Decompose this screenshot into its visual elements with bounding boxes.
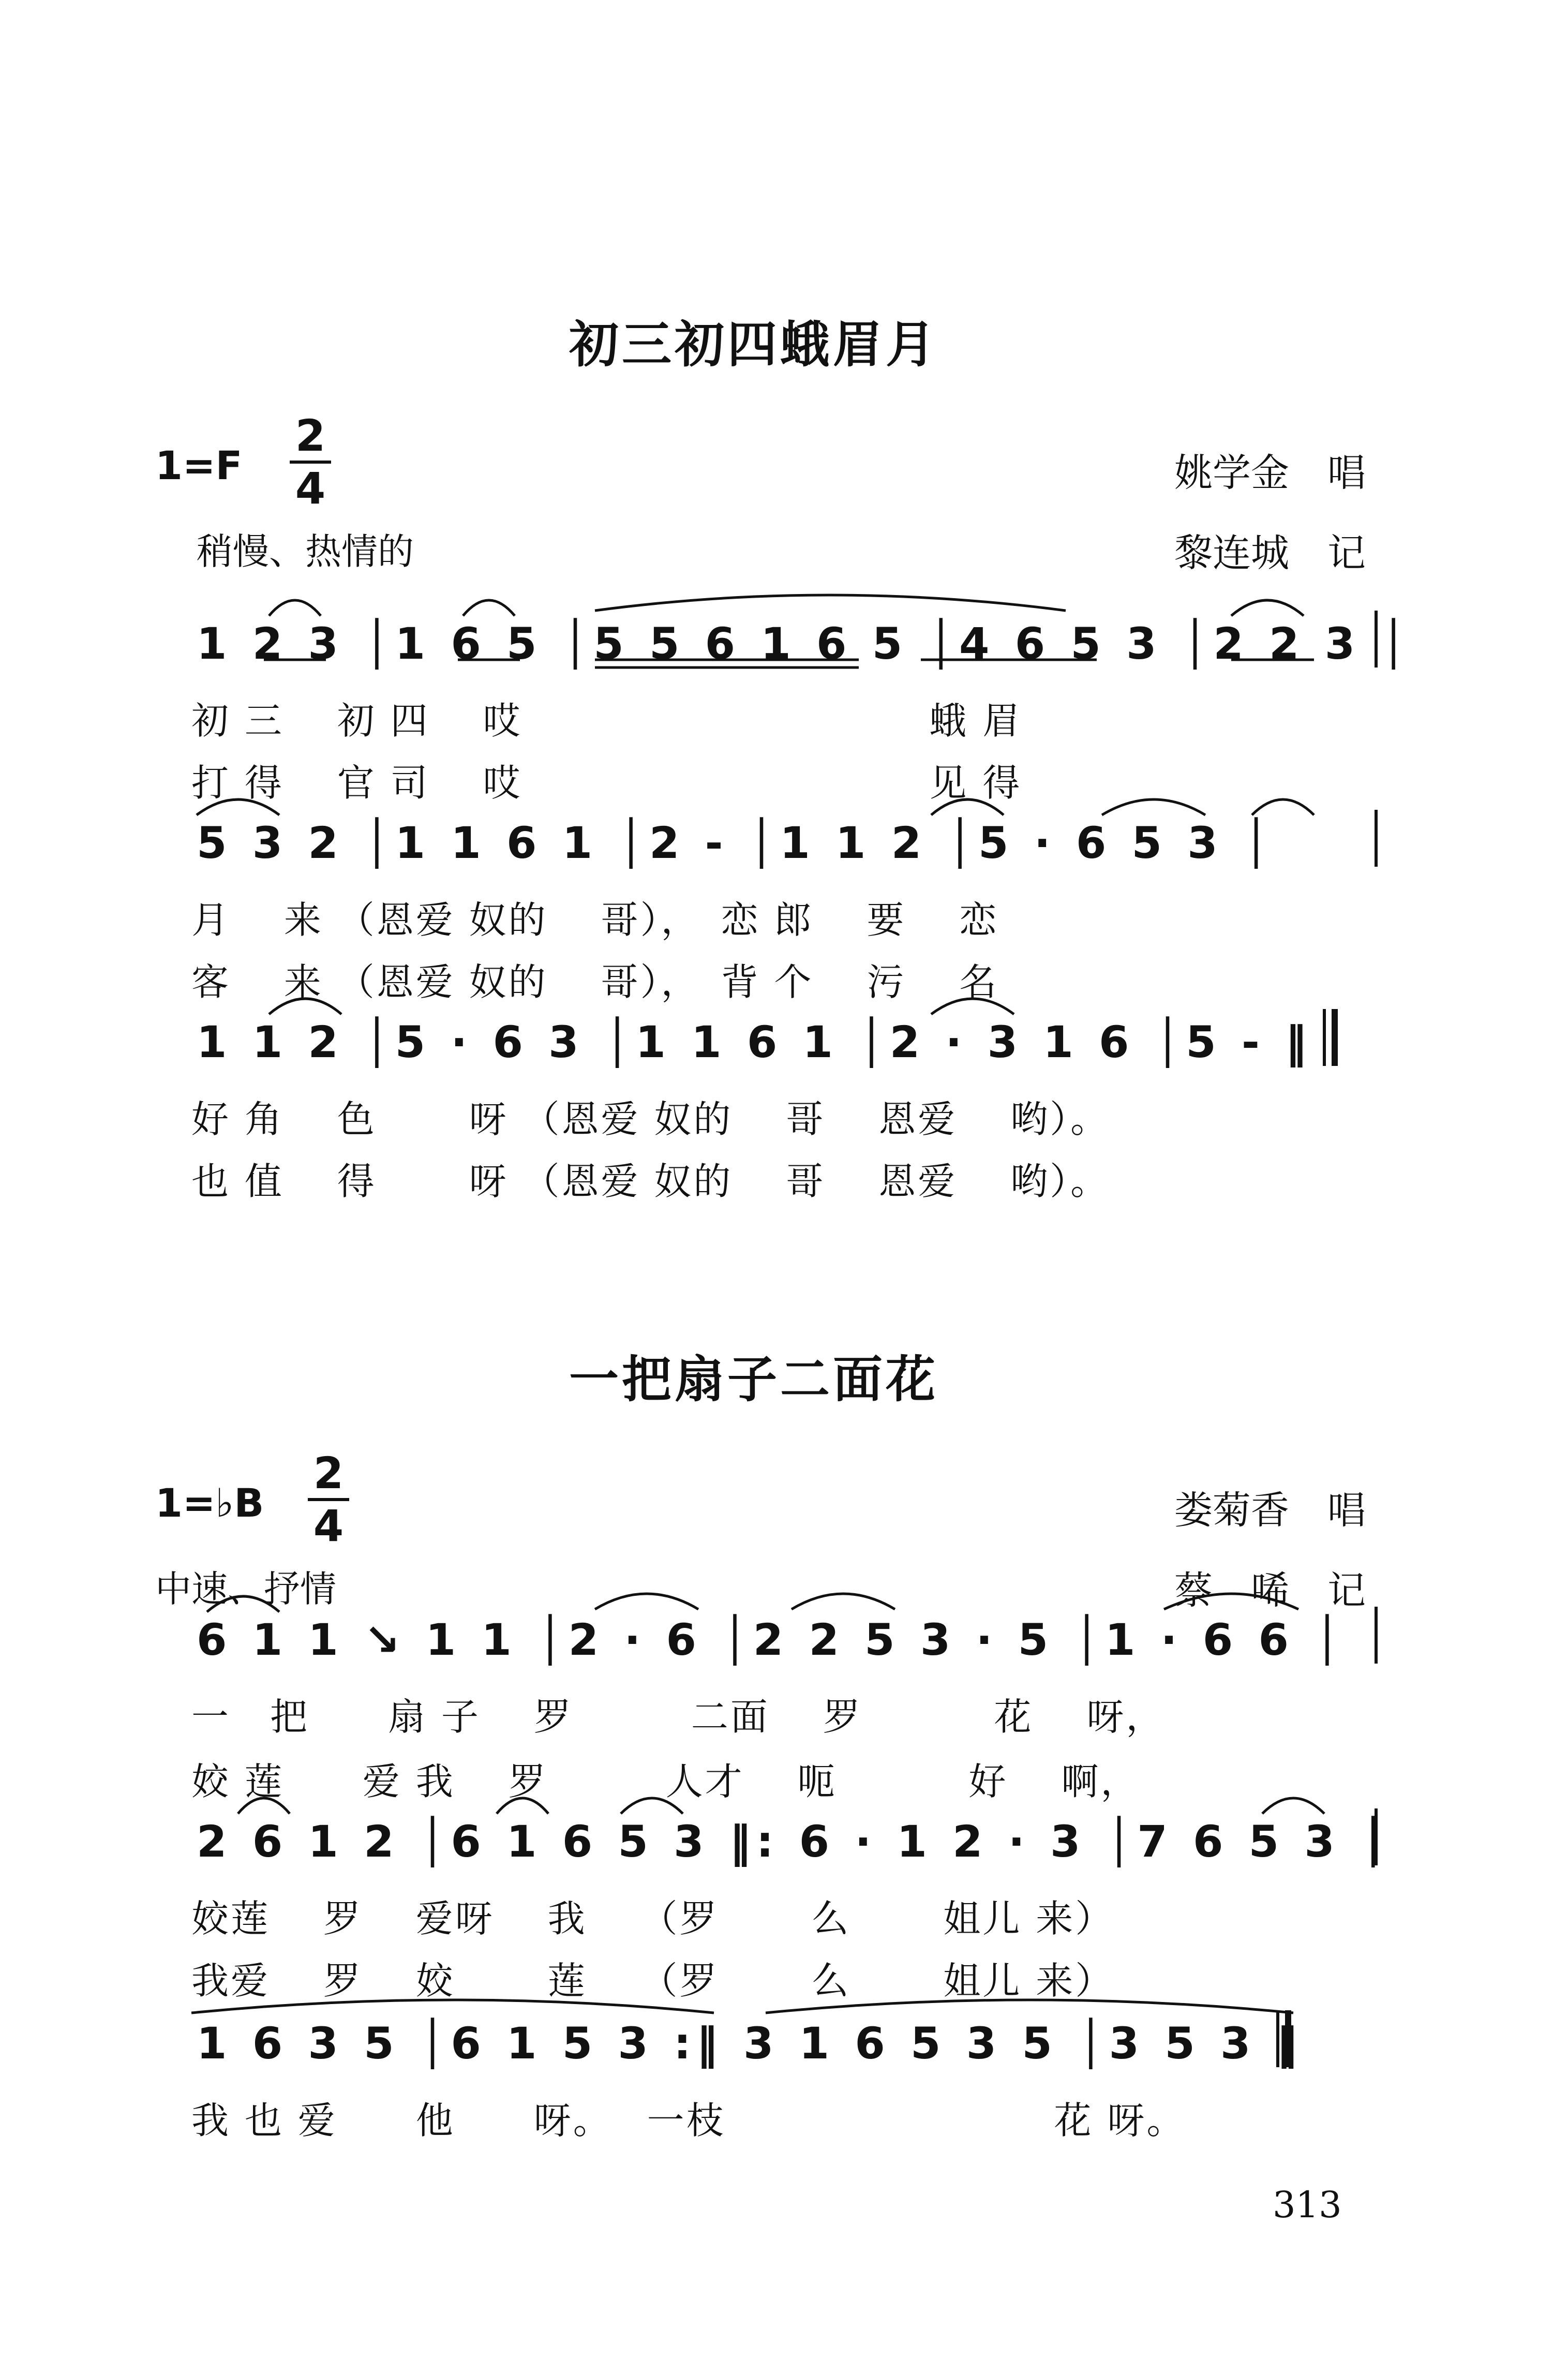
notation-line: 1 2 3 │1 6 5 │5 5 6 1 6 5 │4 6 5 3 │2 2 3 │ (197, 618, 1412, 669)
lyric-line: 初 三 初 四 哎 蛾 眉 (191, 699, 1022, 743)
slur-mark (463, 600, 515, 616)
notation-line: 2 6 1 2 │6 1 6 5 3 ‖: 6 · 1 2 · 3 │7 6 5 3 │ (197, 1816, 1392, 1867)
slur-mark (238, 1798, 290, 1814)
time-denominator: 4 (295, 463, 326, 514)
key-signature: 1=♭B (155, 1480, 264, 1526)
slur-mark (1231, 600, 1304, 616)
recorder-credit: 蔡 唏 记 (1174, 1568, 1366, 1613)
tempo-marking: 稍慢、热情的 (197, 530, 414, 573)
song-title: 一把扇子二面花 (569, 1351, 938, 1408)
lyric-line: 也 值 得 呀 （恩爱 奴的 哥 恩爱 哟）。 (191, 1160, 1110, 1203)
slur-mark (1164, 1594, 1298, 1609)
time-numerator: 2 (295, 410, 326, 461)
slur-mark (621, 1798, 683, 1814)
tempo-marking: 中速、抒情 (155, 1568, 336, 1610)
lyric-line: 好 角 色 呀 （恩爱 奴的 哥 恩爱 哟）。 (191, 1097, 1110, 1141)
lyric-line: 月 来 （恩爱 奴的 哥）， 恋 郎 要 恋 (191, 898, 999, 942)
lyric-line: 我 也 爱 他 呀。 一枝 花 呀。 (191, 2099, 1186, 2142)
slur-mark (269, 999, 341, 1014)
lyric-line: 姣莲 罗 爱呀 我 （罗 么 姐儿 来） (191, 1897, 1115, 1940)
slur-mark (269, 600, 321, 616)
recorder-credit: 黎连城 记 (1174, 531, 1366, 575)
singer-credit: 娄菊香 唱 (1174, 1488, 1366, 1533)
slur-mark (931, 999, 1014, 1014)
notation-line: 5 3 2 │1 1 6 1 │2 - │1 1 2 │5 · 6 5 3 │ (197, 818, 1275, 868)
lyric-line: 姣 莲 爱 我 罗 人才 呃 好 啊， (191, 1760, 1140, 1803)
lyric-line: 一 把 扇 子 罗 二面 罗 花 呀， (191, 1695, 1166, 1739)
page-number: 313 (1273, 2184, 1342, 2226)
notation-line: 1 1 2 │5 · 6 3 │1 1 6 1 │2 · 3 1 6 │5 - ‖ (197, 1017, 1312, 1067)
lyric-line: 打 得 官 司 哎 见 得 (191, 761, 1022, 805)
notation-line: 1 6 3 5 │6 1 5 3 :‖ 3 1 6 5 3 5 │3 5 3 ‖ (197, 2018, 1303, 2069)
singer-credit: 姚学金 唱 (1174, 451, 1366, 495)
slur-mark (766, 2000, 1293, 2013)
slur-mark (197, 799, 279, 815)
slur-mark (792, 1594, 895, 1609)
slur-mark (595, 1594, 698, 1609)
time-numerator: 2 (313, 1448, 344, 1499)
slur-mark (207, 1596, 279, 1612)
time-denominator: 4 (313, 1501, 344, 1551)
slur-mark (497, 1798, 548, 1814)
song-title: 初三初四蛾眉月 (569, 316, 938, 374)
key-signature: 1=F (155, 442, 243, 488)
slur-mark (1262, 1798, 1324, 1814)
slur-mark (595, 595, 1066, 611)
slur-mark (931, 799, 1004, 815)
notation-line: 6 1 1 ↘ 1 1 │2 · 6 │2 2 5 3 · 5 │1 · 6 6 │ (197, 1614, 1346, 1665)
lyric-line: 我爱 罗 姣 莲 （罗 么 姐儿 来） (191, 1959, 1115, 2003)
slur-mark (1102, 799, 1205, 815)
slur-mark (1252, 799, 1314, 815)
lyric-line: 客 来 （恩爱 奴的 哥）， 背 个 污 名 (191, 960, 999, 1004)
slur-mark (191, 2000, 714, 2013)
